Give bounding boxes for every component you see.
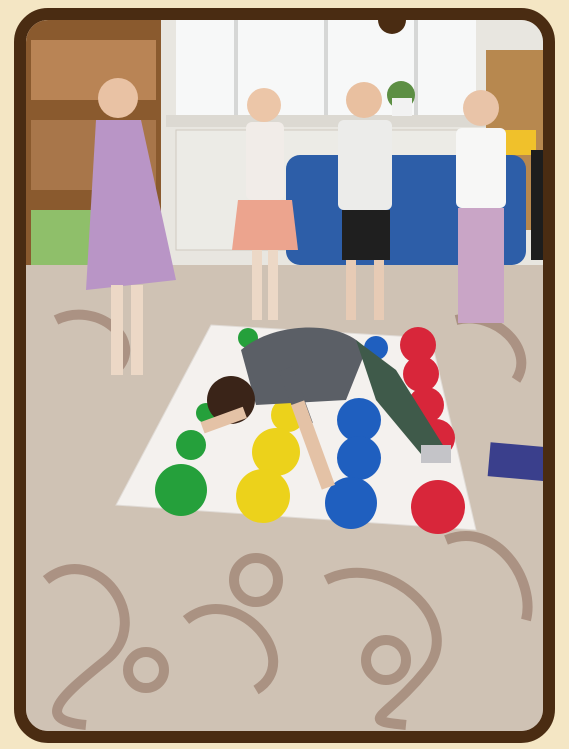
- spinner-card: [488, 442, 543, 482]
- photo-frame: [14, 8, 555, 743]
- window-sill: [166, 115, 486, 127]
- photo: [26, 20, 543, 731]
